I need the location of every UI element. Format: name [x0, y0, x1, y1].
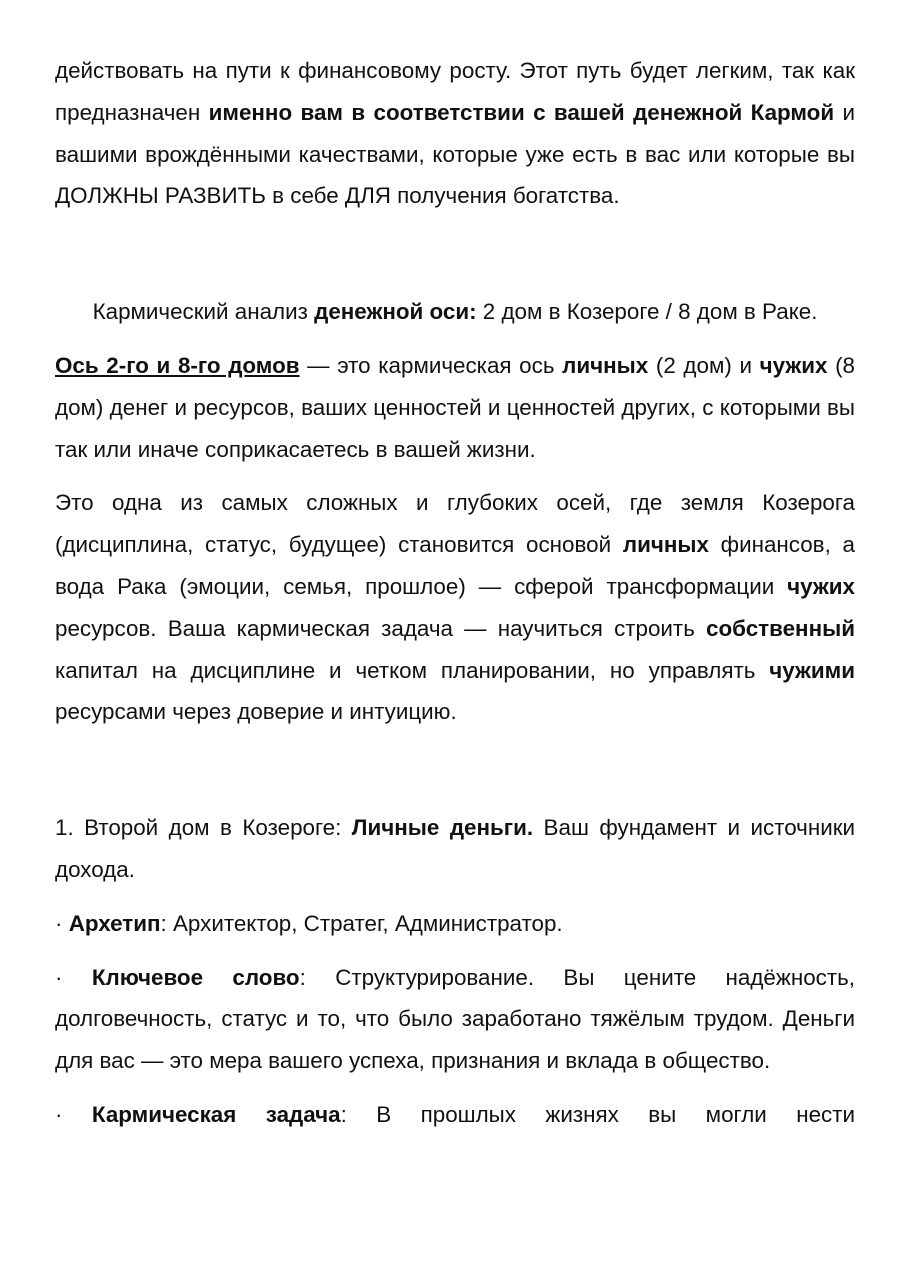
karmic-task-item: [55, 1094, 855, 1136]
bullet: ·: [55, 964, 92, 990]
intro-line-1: действовать на пути к финансовому росту. Этот путь будет легким, так: [55, 58, 815, 83]
keyword-label: Ключевое слово: [91, 964, 300, 990]
analysis-heading-bold: денежной оси:: [314, 299, 477, 325]
deep-text-3: ресурсов. Ваша кармическая задача — научиться строить: [55, 615, 707, 641]
deep-text-4: капитал на дисциплине и четком планировании, но управлять: [55, 657, 770, 683]
section-1-number: 1. Второй дом в Козероге:: [55, 815, 352, 841]
bullet: ·: [55, 910, 69, 936]
archetype-item: [55, 903, 855, 945]
axis-text-2: (2 дом) и: [648, 352, 760, 378]
intro-paragraph: [55, 50, 855, 217]
axis-title: Ось 2-го и 8-го домов: [55, 352, 300, 378]
archetype-text: : Архитектор, Стратег, Администратор.: [160, 910, 563, 936]
deep-text-5: ресурсами через доверие и интуицию.: [55, 699, 457, 725]
intro-line-2-bold: именно вам в соответствии с вашей денежной: [208, 99, 743, 125]
deep-own-bold: собственный: [706, 615, 855, 641]
axis-text-1: — это кармическая ось: [299, 352, 563, 378]
axis-personal-bold: личных: [562, 352, 649, 378]
intro-line-4: или которые вы ДОЛЖНЫ РАЗВИТЬ в себе ДЛЯ получения богатства.: [55, 141, 855, 209]
section-1-heading: [55, 807, 855, 891]
karmic-task-label: Кармическая задача: [91, 1101, 341, 1127]
analysis-heading: [55, 291, 855, 333]
bullet: ·: [55, 1101, 92, 1127]
axis-text-3: (8 дом) денег и ресурсов, ваших ценностей и ценностей других, с которыми вы так или иначе соприкасаетесь в вашей жизни.: [55, 352, 855, 462]
deep-others-bold: чужих: [787, 573, 855, 599]
archetype-label: Архетип: [68, 910, 161, 936]
axis-others-bold: чужих: [759, 352, 828, 378]
karmic-task-text: : В прошлых жизнях вы могли нести: [340, 1101, 855, 1127]
document-page: [55, 50, 855, 1136]
deep-axis-paragraph: [55, 482, 855, 733]
keyword-item: [55, 957, 855, 1082]
deep-text-1: Это одна из самых сложных и глубоких осей, где земля Козерога (дисциплина, статус, будущее) становится основой: [55, 490, 855, 558]
deep-text-2: финансов, а вода Рака (эмоции, семья, прошлое) — сферой трансформации: [55, 532, 855, 599]
intro-line-3-bold: Кармой: [750, 99, 835, 125]
section-1-bold: Личные деньги.: [351, 815, 534, 841]
analysis-heading-end: 2 дом в Козероге / 8 дом в Раке.: [476, 299, 818, 325]
analysis-heading-start: Кармический анализ: [92, 299, 315, 325]
section-1-rest: Ваш фундамент и источники дохода.: [55, 815, 856, 882]
axis-paragraph: [55, 345, 855, 470]
deep-personal-bold: личных: [622, 532, 709, 558]
deep-others2-bold: чужими: [769, 657, 855, 683]
keyword-text: : Структурирование. Вы цените надёжность, долговечность, статус и то, что было заработано тяжёлым трудом. Деньги для вас — это мера вашего успеха, признания и вклада в общество.: [55, 964, 855, 1074]
intro-line-3-rest: и вашими врождёнными качествами, которые уже есть в вас: [55, 99, 856, 167]
intro-line-2-start: как предназначен: [55, 58, 855, 125]
